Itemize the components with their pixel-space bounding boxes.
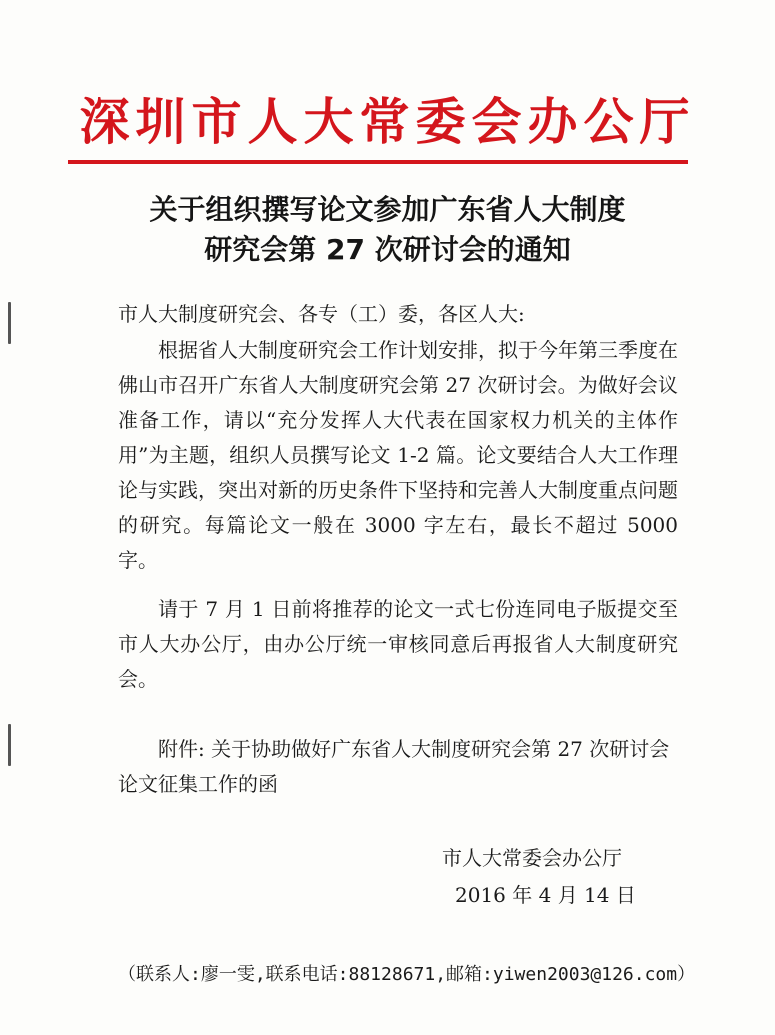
binder-hole-mark bbox=[8, 302, 11, 344]
title-line-1: 关于组织撰写论文参加广东省人大制度 bbox=[149, 193, 626, 226]
issuing-organization-header: 深圳市人大常委会办公厅 bbox=[79, 92, 696, 151]
attachment-note: 附件: 关于协助做好广东省人大制度研究会第 27 次研讨会论文征集工作的函 bbox=[118, 737, 670, 796]
document-title bbox=[0, 190, 775, 270]
salutation: 市人大制度研究会、各专（工）委，各区人大: bbox=[118, 302, 525, 326]
title-line-2: 研究会第 27 次研讨会的通知 bbox=[204, 233, 571, 266]
body-paragraph-2: 请于 7 月 1 日前将推荐的论文一式七份连同电子版提交至市人大办公厅，由办公厅统一审核同意后再报省人大制度研究会。 bbox=[118, 597, 678, 691]
contact-info: （联系人:廖一雯,联系电话:88128671,邮箱:yiwen2003@126.com） bbox=[118, 964, 696, 985]
header-red-rule bbox=[68, 160, 688, 164]
signing-organization: 市人大常委会办公厅 bbox=[442, 846, 622, 870]
body-paragraph-1: 根据省人大制度研究会工作计划安排，拟于今年第三季度在佛山市召开广东省人大制度研究会第 27 次研讨会。为做好会议准备工作，请以“充分发挥人大代表在国家权力机关的主体作用”为主题，组织人员撰写论文 1-2 篇。论文要结合人大工作理论与实践，突出对新的历史条件下坚持和完善人大制度重点问题的研究。每篇论文一般在 3000 字左右，最长不超过 5000 字。 bbox=[118, 338, 678, 572]
binder-hole-mark bbox=[8, 724, 11, 766]
signing-date: 2016 年 4 月 14 日 bbox=[455, 883, 636, 907]
